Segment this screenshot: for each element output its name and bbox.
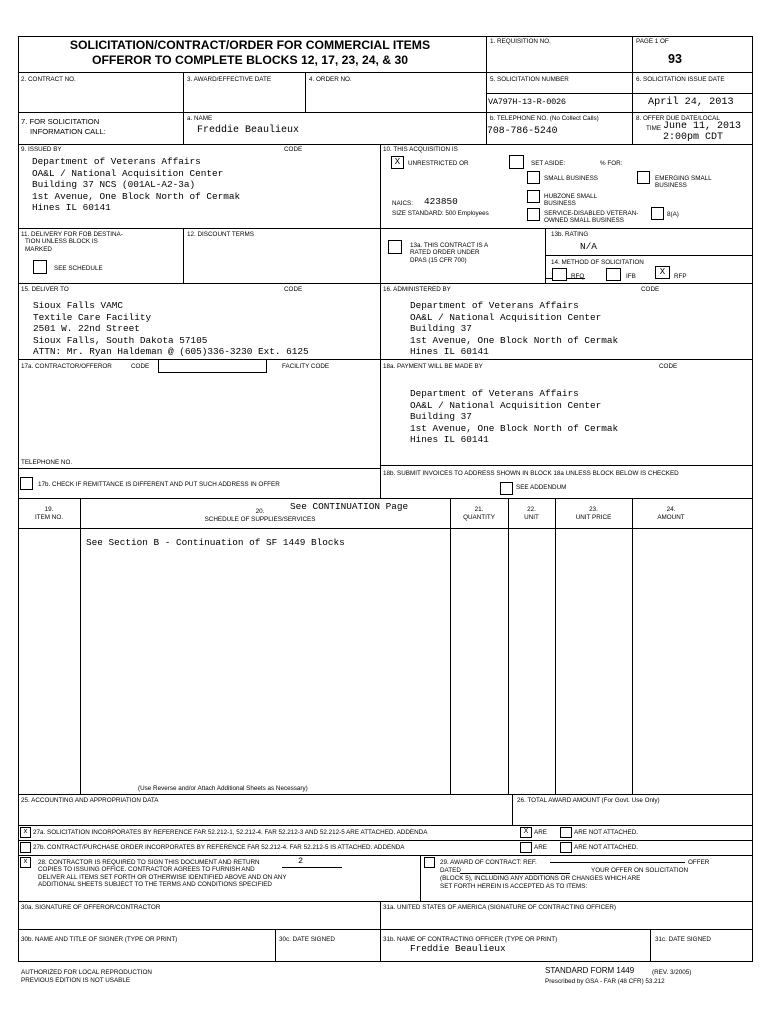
page-label: PAGE 1 OF: [636, 38, 669, 45]
method-of-solicitation-label: 14. METHOD OF SOLICITATION: [551, 259, 644, 266]
supplies-header-number: 20.: [255, 508, 265, 515]
amount-header: 24. AMOUNT: [657, 506, 685, 521]
accounting-data-label: 25. ACCOUNTING AND APPROPRIATION DATA: [21, 797, 159, 804]
clause-29-accepted-text: SET FORTH HEREIN IS ACCEPTED AS TO ITEMS:: [440, 883, 588, 890]
continuation-page-note: See CONTINUATION Page: [290, 501, 409, 512]
address-line: Building 37: [410, 411, 472, 423]
telephone-number[interactable]: 708-786-5240: [487, 125, 558, 136]
payment-code-label: CODE: [659, 363, 678, 370]
administered-by-code-label: CODE: [641, 286, 660, 293]
clause-29-dated-label: DATED: [440, 867, 461, 874]
ifb-label: IFB: [626, 273, 636, 280]
contractor-code-field[interactable]: [158, 359, 267, 373]
see-schedule-checkbox[interactable]: [33, 260, 47, 274]
address-line: Hines IL 60141: [410, 346, 489, 358]
time-label: TIME: [646, 125, 662, 132]
clause-27a-are-label: ARE: [534, 829, 547, 836]
address-line: Sioux Falls, South Dakota 57105: [33, 334, 208, 346]
address-line: Department of Veterans Affairs: [32, 156, 201, 167]
issued-by-address: [32, 156, 240, 214]
clause-28-checkbox[interactable]: x: [20, 857, 31, 868]
contracting-officer-signature-label: 31a. UNITED STATES OF AMERICA (SIGNATURE OF CONTRACTING OFFICER): [383, 904, 617, 911]
clause-27b-are-label: ARE: [534, 844, 547, 851]
telephone-no-label: TELEPHONE NO.: [21, 459, 73, 466]
previous-edition-note: PREVIOUS EDITION IS NOT USABLE: [21, 977, 131, 984]
clause-28-text: 28. CONTRACTOR IS REQUIRED TO SIGN THIS DOCUMENT AND RETURN COPIES TO ISSUING OFFICE. CONTRACTOR AGREES TO FURNISH AND DELIVER ALL ITEMS SET FORTH OR OTHERWISE IDENTIFIED ABOVE AND ON ANY ADDITIONAL SHEETS SUBJECT TO THE TERMS AND CONDITIONS SPECIFIED: [38, 859, 287, 888]
rfq-checkbox[interactable]: [552, 268, 567, 281]
contracting-officer-name[interactable]: Freddie Beaulieux: [410, 943, 506, 954]
discount-terms-label: 12. DISCOUNT TERMS: [187, 231, 254, 238]
deliver-to-label: 15. DELIVER TO: [21, 286, 69, 293]
issued-by-code-label: CODE: [284, 146, 303, 153]
solicitation-number[interactable]: VA797H-13-R-0026: [488, 97, 566, 107]
address-line: 2501 W. 22nd Street: [33, 323, 140, 335]
remittance-checkbox[interactable]: [20, 477, 33, 490]
issued-by-label: 9. ISSUED BY: [21, 146, 62, 153]
address-line: Department of Veterans Affairs: [410, 300, 579, 311]
offer-due-label: 8. OFFER DUE DATE/LOCAL: [636, 115, 720, 122]
contractor-label: 17a. CONTRACTOR/OFFEROR: [21, 363, 112, 370]
address-line: Hines IL 60141: [32, 202, 111, 214]
see-addendum-label: SEE ADDENDUM: [516, 484, 567, 491]
small-business-label: SMALL BUSINESS: [544, 175, 599, 182]
unit-price-header: 23. UNIT PRICE: [575, 506, 612, 521]
emerging-small-business-label: EMERGING SMALL BUSINESS: [655, 175, 712, 190]
address-line: 1st Avenue, One Block North of Cermak: [410, 334, 619, 346]
size-standard-label: SIZE STANDARD: 500 Employees: [392, 210, 489, 217]
award-date-label: 3. AWARD/EFFECTIVE DATE: [187, 76, 272, 83]
address-line: Hines IL 60141: [410, 434, 489, 446]
rfp-checkbox[interactable]: X: [655, 266, 670, 279]
offeror-date-signed-label: 30c. DATE SIGNED: [279, 936, 335, 943]
rated-order-checkbox[interactable]: [388, 240, 402, 254]
facility-code-label: FACILITY CODE: [282, 363, 330, 370]
clause-27b-are-checkbox[interactable]: [520, 842, 532, 853]
offer-due-date[interactable]: June 11, 2013: [663, 121, 742, 132]
solicitation-no-label: 5. SOLICITATION NUMBER: [490, 76, 569, 83]
naics-code[interactable]: 423850: [424, 196, 458, 207]
hubzone-checkbox[interactable]: [527, 190, 540, 203]
contact-name[interactable]: Freddie Beaulieux: [197, 125, 300, 136]
unrestricted-label: UNRESTRICTED OR: [408, 160, 469, 167]
clause-29-award-label: 29. AWARD OF CONTRACT: REF.: [440, 859, 537, 866]
solicitation-info-label: 7. FOR SOLICITATION INFORMATION CALL:: [21, 117, 106, 136]
clause-29-block5-text: (BLOCK 5), INCLUDING ANY ADDITIONS OR CHANGES WHICH ARE: [440, 875, 641, 882]
clause-29-checkbox[interactable]: [424, 857, 435, 868]
ifb-checkbox[interactable]: [606, 268, 621, 281]
item-no-header: 19. ITEM NO.: [35, 506, 63, 521]
supplies-header: SCHEDULE OF SUPPLIES/SERVICES: [204, 516, 316, 523]
submit-invoices-label: 18b. SUBMIT INVOICES TO ADDRESS SHOWN IN BLOCK 18a UNLESS BLOCK BELOW IS CHECKED: [383, 470, 679, 477]
set-aside-label: SET ASIDE:: [531, 160, 566, 167]
address-line: 1st Avenue, One Block North of Cermak: [32, 190, 241, 202]
issue-date[interactable]: April 24, 2013: [648, 97, 734, 108]
administered-by-label: 16. ADMINISTERED BY: [383, 286, 451, 293]
emerging-small-business-checkbox[interactable]: [637, 171, 650, 184]
set-aside-checkbox[interactable]: [509, 155, 524, 169]
issue-date-label: 6. SOLICITATION ISSUE DATE: [636, 76, 725, 83]
naics-label: NAICS:: [392, 200, 413, 207]
page-total: 93: [668, 52, 682, 66]
quantity-header: 21. QUANTITY: [463, 506, 495, 521]
see-schedule-label: SEE SCHEDULE: [54, 265, 103, 272]
address-line: Sioux Falls VAMC: [33, 300, 124, 311]
clause-27a-are-checkbox[interactable]: X: [520, 827, 532, 838]
eight-a-label: 8(A): [667, 211, 679, 218]
remittance-label: 17b. CHECK IF REMITTANCE IS DIFFERENT AND PUT SUCH ADDRESS IN OFFER: [38, 481, 280, 488]
contractor-code-label: CODE: [131, 363, 150, 370]
form-revision: (REV. 3/2005): [652, 969, 692, 976]
acquisition-label: 10. THIS ACQUISITION IS: [383, 146, 458, 153]
schedule-body-text: See Section B - Continuation of SF 1449 Blocks: [86, 537, 345, 548]
contact-name-label: a. NAME: [187, 115, 213, 122]
eight-a-checkbox[interactable]: [651, 207, 664, 220]
contracting-officer-name-label: 31b. NAME OF CONTRACTING OFFICER (TYPE OR PRINT): [383, 936, 558, 943]
return-copies-count[interactable]: 2: [298, 856, 304, 866]
telephone-label: b. TELEPHONE NO. (No Collect Calls): [490, 115, 599, 122]
rating-value[interactable]: N/A: [580, 241, 597, 252]
payment-by-label: 18a. PAYMENT WILL BE MADE BY: [383, 363, 483, 370]
address-line: Building 37 NCS (001AL-A2-3a): [32, 179, 196, 191]
order-no-label: 4. ORDER NO.: [309, 76, 352, 83]
clause-27b-are-not-checkbox[interactable]: [560, 842, 572, 853]
signer-name-label: 30b. NAME AND TITLE OF SIGNER (TYPE OR PRINT): [21, 936, 178, 943]
hubzone-label: HUBZONE SMALL BUSINESS: [544, 193, 598, 208]
sdvosb-checkbox[interactable]: [527, 208, 540, 221]
local-reproduction-note: AUTHORIZED FOR LOCAL REPRODUCTION: [21, 969, 152, 976]
clause-27b-text: 27b. CONTRACT/PURCHASE ORDER INCORPORATES BY REFERENCE FAR 52.212-4. FAR 52.212-5 IS ATTACHED. ADDENDA: [33, 844, 405, 851]
address-line: OA&L / National Acquisition Center: [410, 399, 602, 411]
contract-no-label: 2. CONTRACT NO.: [21, 76, 76, 83]
clause-27a-checkbox[interactable]: x: [20, 827, 31, 838]
reverse-sheets-note: (Use Reverse and/or Attach Additional Sheets as Necessary): [138, 785, 308, 792]
clause-27a-are-not-label: ARE NOT ATTACHED.: [574, 829, 639, 836]
address-line: Department of Veterans Affairs: [410, 388, 579, 399]
prescribed-by-note: Prescribed by GSA - FAR (48 CFR) 53.212: [545, 978, 665, 985]
percent-for-label: % FOR:: [600, 160, 623, 167]
clause-27a-text: 27a. SOLICITATION INCORPORATES BY REFERENCE FAR 52.212-1, 52.212-4. FAR 52.212-3 AND 52.212-5 ARE ATTACHED. ADDENDA: [33, 829, 428, 836]
offer-due-time[interactable]: 2:00pm CDT: [663, 132, 724, 143]
fob-delivery-label: 11. DELIVERY FOR FOB DESTINA- TION UNLESS BLOCK IS MARKED: [21, 231, 123, 253]
form-title-line1: SOLICITATION/CONTRACT/ORDER FOR COMMERCIAL ITEMS: [69, 38, 431, 52]
deliver-to-code-label: CODE: [284, 286, 303, 293]
requisition-no-label: 1. REQUISITION NO.: [490, 38, 551, 45]
unit-header: 22. UNIT: [524, 506, 539, 521]
offeror-signature-label: 30a. SIGNATURE OF OFFEROR/CONTRACTOR: [21, 904, 161, 911]
total-award-label: 26. TOTAL AWARD AMOUNT (For Govt. Use Only): [517, 797, 660, 804]
address-line: OA&L / National Acquisition Center: [32, 167, 224, 179]
clause-27a-are-not-checkbox[interactable]: [560, 827, 572, 838]
form-title-line2: OFFEROR TO COMPLETE BLOCKS 12, 17, 23, 24, & 30: [91, 53, 409, 67]
see-addendum-checkbox[interactable]: [500, 482, 513, 495]
clause-27b-are-not-label: ARE NOT ATTACHED.: [574, 844, 639, 851]
address-line: Textile Care Facility: [33, 311, 152, 323]
address-line: Building 37: [410, 323, 472, 335]
administered-by-address: [410, 300, 618, 358]
deliver-to-address: [33, 300, 309, 358]
clause-29-offer-label: OFFER: [688, 859, 710, 866]
small-business-checkbox[interactable]: [527, 171, 540, 184]
address-line: ATTN: Mr. Ryan Haldeman @ (605)336-3230 Ext. 6125: [33, 346, 309, 358]
payment-address: [410, 388, 618, 446]
clause-29-your-offer-label: YOUR OFFER ON SOLICITATION: [591, 867, 689, 874]
standard-form-number: STANDARD FORM 1449: [545, 966, 635, 975]
rfq-label: RFQ: [571, 273, 585, 280]
rfp-label: RFP: [674, 273, 687, 280]
clause-27b-checkbox[interactable]: [20, 842, 31, 853]
sdvosb-label: SERVICE-DISABLED VETERAN- OWNED SMALL BUSINESS: [544, 210, 639, 225]
rated-order-label: 13a. THIS CONTRACT IS A RATED ORDER UNDER DPAS (15 CFR 700): [410, 242, 489, 264]
address-line: 1st Avenue, One Block North of Cermak: [410, 422, 619, 434]
rating-label: 13b. RATING: [551, 231, 589, 238]
officer-date-signed-label: 31c. DATE SIGNED: [655, 936, 711, 943]
unrestricted-checkbox[interactable]: X: [391, 156, 404, 169]
address-line: OA&L / National Acquisition Center: [410, 311, 602, 323]
